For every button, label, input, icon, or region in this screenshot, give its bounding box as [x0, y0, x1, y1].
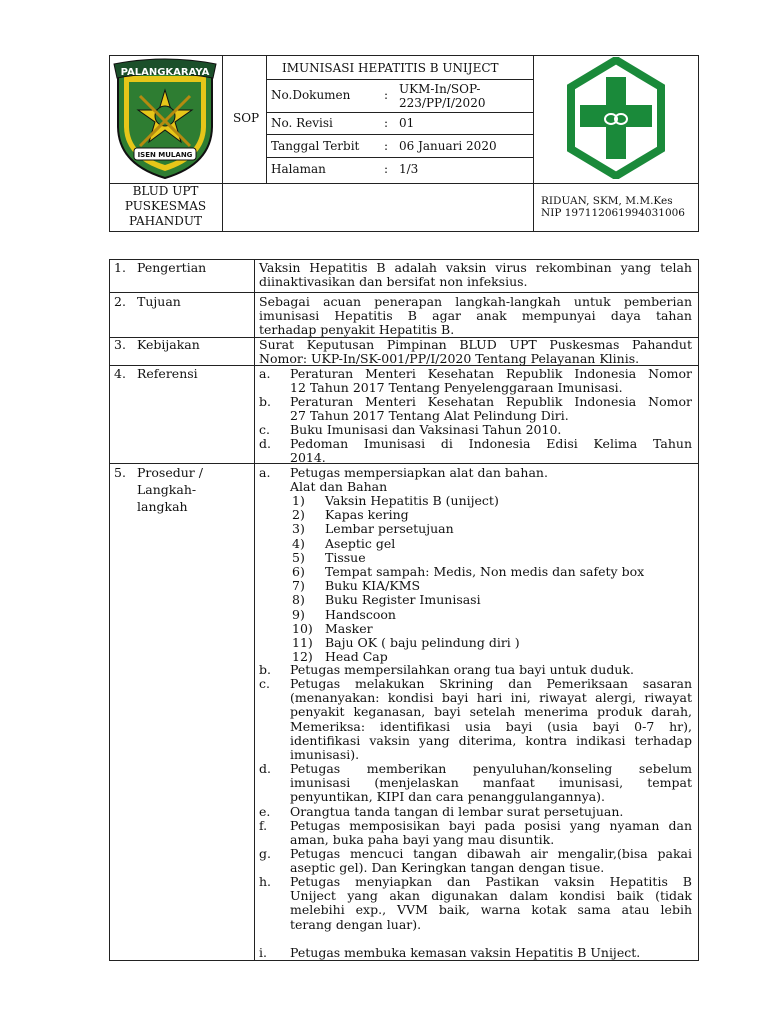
step-line: penyuntikan, KIPI dan cara penanggulangannya).: [290, 789, 606, 804]
no-revisi-value: 01: [399, 116, 415, 130]
alat-item-number: 1): [292, 493, 305, 508]
row-label-prosedur-1: Prosedur /: [137, 465, 203, 480]
referensi-a-line-2: 12 Tahun 2017 Tentang Penyelenggaraan Imunisasi.: [290, 380, 623, 395]
referensi-d-line-1: Pedoman Imunisasi di Indonesia Edisi Kelima Tahun: [290, 436, 692, 451]
alat-item-text: Baju OK ( baju pelindung diri ): [325, 635, 520, 650]
alat-item-number: 2): [292, 507, 305, 522]
document-title: IMUNISASI HEPATITIS B UNIJECT: [282, 61, 499, 75]
referensi-b-line-2: 27 Tahun 2017 Tentang Alat Pelindung Diri.: [290, 408, 569, 423]
halaman-colon: :: [384, 162, 389, 176]
tanggal-terbit-value: 06 Januari 2020: [399, 139, 497, 153]
row-number-5: 5.: [114, 465, 126, 480]
alat-item-text: Vaksin Hepatitis B (uniject): [325, 493, 499, 508]
step-line: aman, buka paha bayi yang mau disuntik.: [290, 832, 555, 847]
prosedur-letter-a: a.: [259, 465, 271, 480]
row-label-prosedur-3: langkah: [137, 499, 188, 514]
alat-item-number: 7): [292, 578, 305, 593]
step-line: imunisasi (menjelaskan manfaat imunisasi, tempat: [290, 775, 692, 790]
alat-item-text: Tissue: [325, 550, 366, 565]
step-line: Petugas mencuci tangan dibawah air mengalir,(bisa pakai: [290, 846, 692, 861]
row-number-4: 4.: [114, 366, 126, 381]
step-line: terang dengan luar).: [290, 917, 422, 932]
no-revisi-colon: :: [384, 116, 389, 130]
step-line: Petugas menyiapkan dan Pastikan vaksin Hepatitis B: [290, 874, 692, 889]
row-label-referensi: Referensi: [137, 366, 198, 381]
step-line: aseptic gel). Dan Keringkan tangan dengan tisue.: [290, 860, 605, 875]
row-label-kebijakan: Kebijakan: [137, 337, 200, 352]
row-label-prosedur-2: Langkah-: [137, 482, 197, 497]
step-line: Orangtua tanda tangan di lembar surat persetujuan.: [290, 804, 624, 819]
no-dokumen-label: No.Dokumen: [271, 88, 351, 102]
step-line: melebihi exp., VVM baik, warna kotak sama atau lebih: [290, 902, 692, 917]
kebijakan-line-1: Surat Keputusan Pimpinan BLUD UPT Puskesmas Pahandut: [259, 337, 692, 352]
no-dokumen-value-1: UKM-In/SOP-: [399, 82, 481, 96]
row-number-3: 3.: [114, 337, 126, 352]
step-letter: h.: [259, 874, 272, 889]
referensi-c-line-1: Buku Imunisasi dan Vaksinasi Tahun 2010.: [290, 422, 562, 437]
alat-item-number: 5): [292, 550, 305, 565]
puskesmas-logo: [566, 57, 666, 179]
referensi-d-line-2: 2014.: [290, 450, 326, 465]
step-line: Petugas membuka kemasan vaksin Hepatitis B Uniject.: [290, 945, 641, 960]
step-line: Petugas memposisikan bayi pada posisi yang nyaman dan: [290, 818, 692, 833]
no-dokumen-colon: :: [384, 88, 389, 102]
step-line: penyakit keganasan, bayi setelah menerima produk darah,: [290, 704, 692, 719]
alat-item-text: Handscoon: [325, 607, 396, 622]
alat-item-number: 10): [292, 621, 313, 636]
sop-label: SOP: [233, 111, 260, 125]
alat-bahan-heading: Alat dan Bahan: [290, 479, 388, 494]
alat-item-text: Buku KIA/KMS: [325, 578, 421, 593]
step-line: Memeriksa: identifikasi usia bayi (usia bayi 0-7 hr),: [290, 719, 692, 734]
referensi-a-line-1: Peraturan Menteri Kesehatan Republik Indonesia Nomor: [290, 366, 692, 381]
tanggal-terbit-colon: :: [384, 139, 389, 153]
referensi-letter-c: c.: [259, 422, 270, 437]
alat-item-number: 3): [292, 521, 305, 536]
no-dokumen-value-2: 223/PP/I/2020: [399, 96, 486, 110]
step-line: Petugas melakukan Skrining dan Pemeriksaan sasaran: [290, 676, 692, 691]
prosedur-a-text: Petugas mempersiapkan alat dan bahan.: [290, 465, 548, 480]
alat-item-number: 12): [292, 649, 313, 664]
row-label-pengertian: Pengertian: [137, 260, 207, 275]
alat-item-text: Masker: [325, 621, 373, 636]
alat-item-text: Tempat sampah: Medis, Non medis dan safety box: [325, 564, 645, 579]
kebijakan-line-2: Nomor: UKP-In/SK-001/PP/I/2020 Tentang Pelayanan Klinis.: [259, 351, 640, 366]
logo-motto-text: ISEN MULANG: [137, 151, 193, 159]
pengertian-line-2: diinaktivasikan dan bersifat non infeksius.: [259, 274, 528, 289]
tujuan-line-1: Sebagai acuan penerapan langkah-langkah untuk pemberian: [259, 294, 692, 309]
org-name-line-1: BLUD UPT: [132, 184, 199, 198]
alat-item-number: 11): [292, 635, 313, 650]
step-letter: f.: [259, 818, 268, 833]
referensi-letter-d: d.: [259, 436, 271, 451]
alat-item-text: Head Cap: [325, 649, 388, 664]
alat-item-number: 4): [292, 536, 305, 551]
halaman-value: 1/3: [399, 162, 419, 176]
org-name-line-3: PAHANDUT: [128, 214, 202, 228]
tanggal-terbit-label: Tanggal Terbit: [271, 139, 360, 153]
alat-item-number: 6): [292, 564, 305, 579]
org-name-line-2: PUSKESMAS: [124, 199, 207, 213]
tujuan-line-3: terhadap penyakit Hepatitis B.: [259, 322, 455, 337]
logo-banner-text: PALANGKARAYA: [120, 67, 210, 78]
alat-item-text: Kapas kering: [325, 507, 409, 522]
referensi-letter-a: a.: [259, 366, 271, 381]
signer-nip: NIP 197112061994031006: [541, 207, 685, 219]
step-line: Petugas memberikan penyuluhan/konseling sebelum: [290, 761, 692, 776]
step-line: Petugas mempersilahkan orang tua bayi untuk duduk.: [290, 662, 634, 677]
signer-name: RIDUAN, SKM, M.M.Kes: [541, 195, 673, 207]
step-letter: e.: [259, 804, 271, 819]
step-letter: i.: [259, 945, 267, 960]
alat-item-number: 9): [292, 607, 305, 622]
alat-item-number: 8): [292, 592, 305, 607]
alat-item-text: Aseptic gel: [325, 536, 396, 551]
row-number-1: 1.: [114, 260, 126, 275]
step-letter: d.: [259, 761, 271, 776]
alat-item-text: Lembar persetujuan: [325, 521, 454, 536]
palangkaraya-logo: [110, 56, 220, 181]
row-label-tujuan: Tujuan: [137, 294, 181, 309]
step-line: identifikasi vaksin yang diterima, kontra indikasi terhadap: [290, 733, 692, 748]
tujuan-line-2: imunisasi Hepatitis B agar anak mempunyai daya tahan: [259, 308, 692, 323]
step-letter: b.: [259, 662, 271, 677]
halaman-label: Halaman: [271, 162, 326, 176]
step-line: imunisasi).: [290, 747, 360, 762]
no-revisi-label: No. Revisi: [271, 116, 333, 130]
pengertian-line-1: Vaksin Hepatitis B adalah vaksin virus rekombinan yang telah: [259, 260, 692, 275]
step-letter: g.: [259, 846, 271, 861]
referensi-b-line-1: Peraturan Menteri Kesehatan Republik Indonesia Nomor: [290, 394, 692, 409]
row-number-2: 2.: [114, 294, 126, 309]
step-line: (menanyakan: kondisi bayi hari ini, riwayat alergi, riwayat: [290, 690, 692, 705]
referensi-letter-b: b.: [259, 394, 271, 409]
step-line: Uniject yang akan digunakan dalam kondisi baik (tidak: [290, 888, 692, 903]
step-letter: c.: [259, 676, 270, 691]
alat-item-text: Buku Register Imunisasi: [325, 592, 481, 607]
